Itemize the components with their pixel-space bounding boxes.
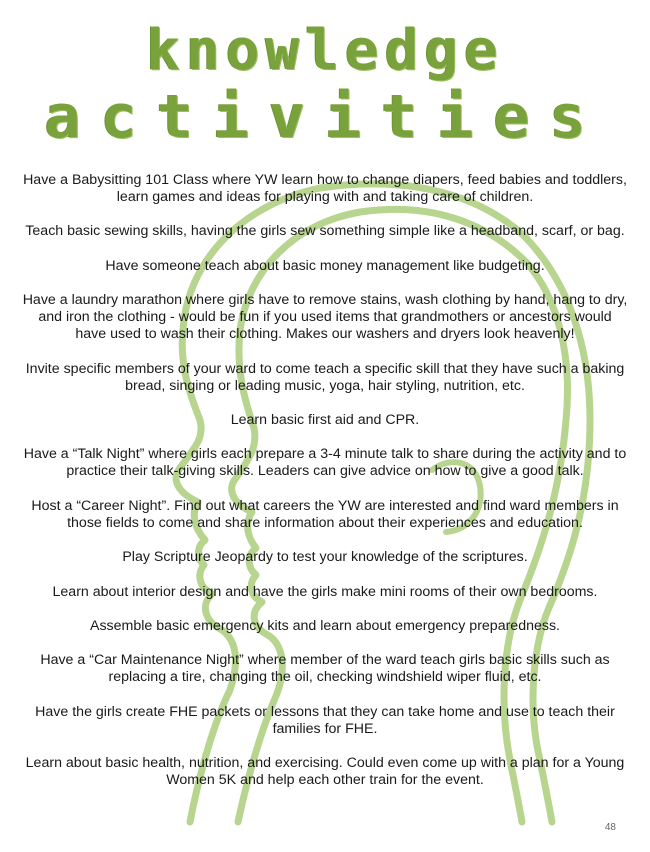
activity-item: Have someone teach about basic money management like budgeting. <box>105 257 545 274</box>
activity-item: Have a Babysitting 101 Class where YW learn how to change diapers, feed babies and toddlers, learn games and ideas for playing with and taking care of children. <box>23 172 627 205</box>
page-title-line1: knowledge <box>146 18 504 83</box>
activity-item: Play Scripture Jeopardy to test your knowledge of the scriptures. <box>122 549 528 566</box>
activity-item: Assemble basic emergency kits and learn about emergency preparedness. <box>89 617 561 634</box>
activity-item: Have the girls create FHE packets or lessons that they can take home and use to teach their families for FHE. <box>35 703 615 737</box>
activity-item: Have a laundry marathon where girls have to remove stains, wash clothing by hand, hang to dry, and iron the clothing - would be fun if you used items that grandmothers or ancestors would have used to wash their clothing. Makes our washers and dryers look heavenly! <box>22 292 628 343</box>
activity-item: Teach basic sewing skills, having the girls sew something simple like a headband, scarf, or bag. <box>25 223 625 240</box>
activity-item: Have a “Talk Night” where girls each prepare a 3-4 minute talk to share during the activity and to practice their talk-giving skills. Leaders can give advice on how to give a good talk. <box>23 446 627 480</box>
activity-item: Have a “Car Maintenance Night” where member of the ward teach girls basic skills such as replacing a tire, changing the oil, checking windshield wiper fluid, etc. <box>40 652 610 686</box>
activity-item: Learn basic first aid and CPR. <box>230 411 420 428</box>
activity-item: Learn about basic health, nutrition, and exercising. Could even come up with a plan for a Young Women 5K and help each other train for the event. <box>25 755 625 789</box>
activity-item: Host a “Career Night”. Find out what careers the YW are interested and find ward members in those fields to come and share information about their experiences and education. <box>31 497 619 531</box>
page-title-line2: activities <box>44 82 606 152</box>
activity-item: Learn about interior design and have the girls make mini rooms of their own bedrooms. <box>52 583 598 600</box>
page-number: 48 <box>604 822 616 833</box>
activity-list <box>22 172 628 806</box>
activity-item: Invite specific members of your ward to come teach a specific skill that they have such a baking bread, singing or leading music, yoga, hair styling, nutrition, etc. <box>25 360 625 394</box>
